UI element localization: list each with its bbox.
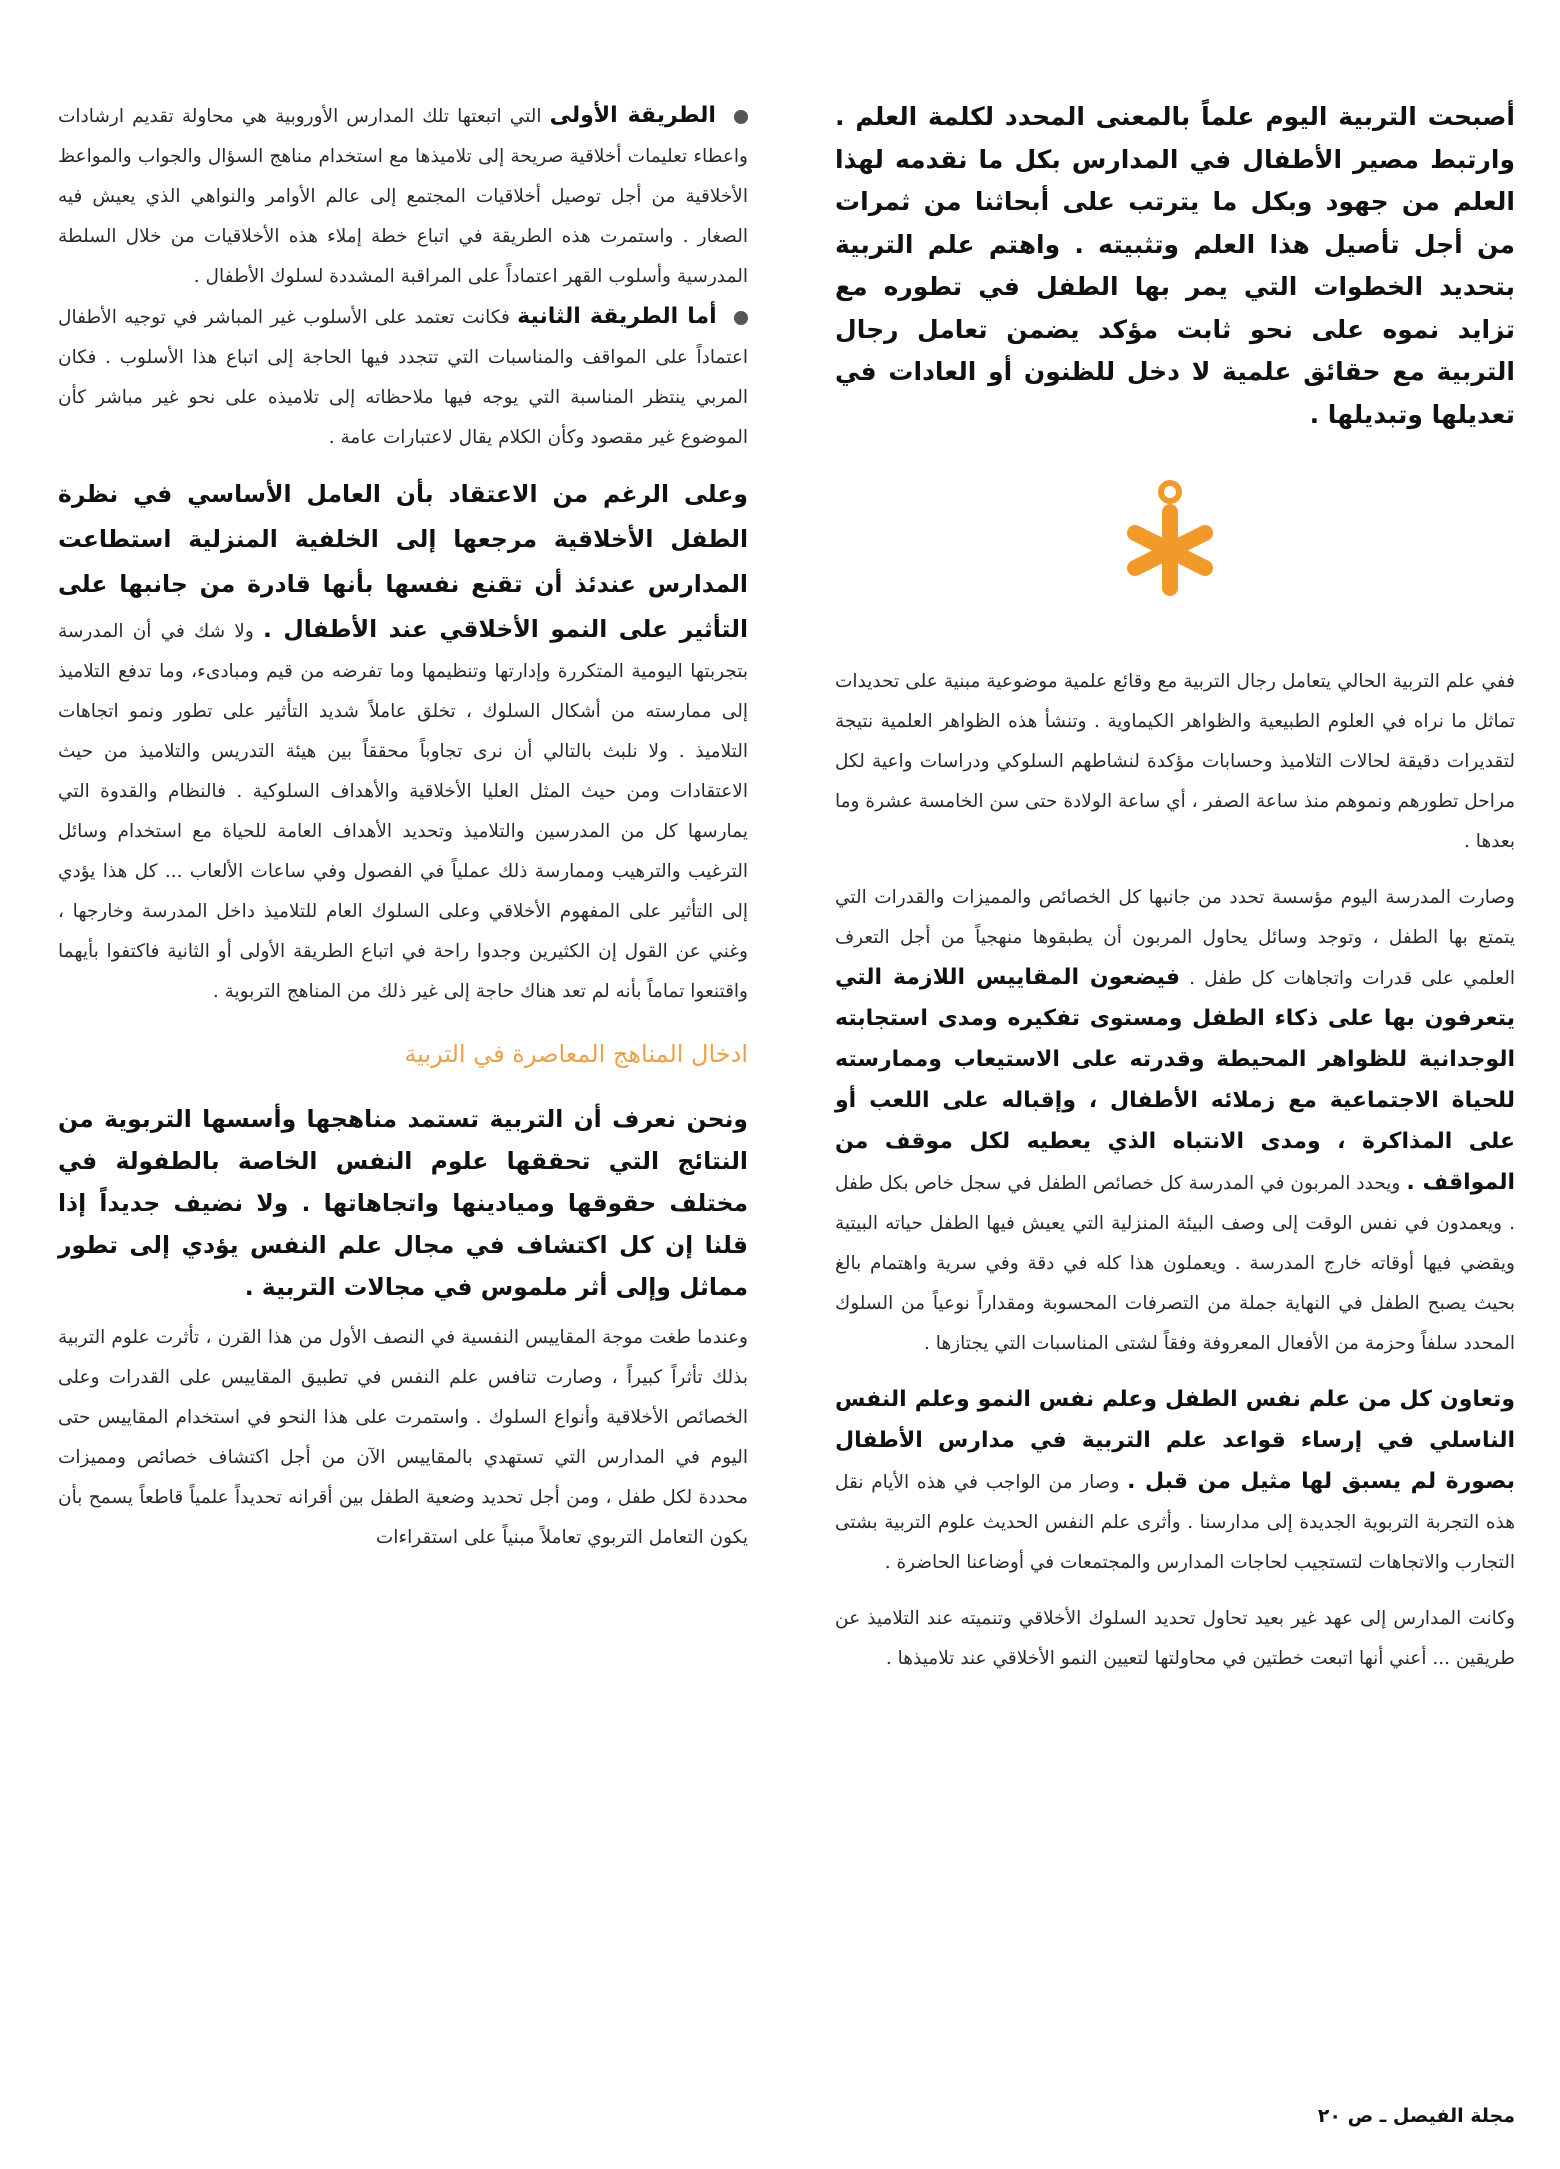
intro-paragraph: أصبحت التربية اليوم علماً بالمعنى المحدد لكلمة العلم . وارتبط مصير الأطفال في المدارس بكل ما نقدمه لهذا العلم من جهود وبكل ما يترتب على أبحاثنا من ثمرات من أجل تأصيل هذا العلم وتثبيته . واهتم علم التربية بتحديد الخطوات التي يمر بها الطفل في تطوره مع تزايد نموه على نحو ثابت مؤكد يضمن تعامل رجال التربية مع حقائق علمية لا دخل للظنون أو العادات في تعديلها وتبديلها . [835, 102, 1515, 429]
section-lead-paragraph: ونحن نعرف أن التربية تستمد مناهجها وأسسها التربوية من النتائج التي تحققها علوم النفس الخاصة بالطفولة في مختلف حقوقها وميادينها واتجاهاتها . ولا نضيف جديداً إذا قلنا إن كل اكتشاف في مجال علم النفس يؤدي إلى تطور مماثل وإلى أثر ملموس في مجالات التربية . [58, 1105, 748, 1301]
paragraph-two-methods: وكانت المدارس إلى عهد غير بعيد تحاول تحديد السلوك الأخلاقي وتنميته عند التلاميذ عن طريقين ... أعني أنها اتبعت خطتين في محاولتها لتعيين النمو الأخلاقي عند تلاميذها . [835, 1608, 1515, 1669]
bullet-dot-icon [734, 311, 748, 325]
right-column [835, 96, 1515, 436]
bullet-second-text: فكانت تعتمد على الأسلوب غير المباشر في توجيه الأطفال اعتماداً على المواقف والمناسبات التي تتجدد فيها الحاجة إلى اتباع هذا الأسلوب . فكان المربي ينتظر المناسبة التي يوجه فيها ملاحظاته إلى تلاميذه على نحو غير مباشر كأن الموضوع غير مقصود وكأن الكلام يقال لاعتبارات عامة . [58, 307, 748, 448]
bullet-second-method [58, 297, 748, 458]
paragraph-home-background [58, 472, 748, 1012]
paragraph-school [835, 878, 1515, 1364]
bullet-first-text: التي اتبعتها تلك المدارس الأوروبية هي محاولة تقديم ارشادات واعطاء تعليمات أخلاقية صريحة إلى تلاميذها مع استخدام مناهج السؤال والجواب والمواعظ الأخلاقية من أجل توصيل أخلاقيات المجتمع إلى عالم الأوامر والنواهي الذي يعيش فيه الصغار . واستمرت هذه الطريقة في اتباع خطة إملاء هذه الأخلاقيات من خلال السلطة المدرسية وأسلوب القهر اعتماداً على المراقبة المشددة لسلوك الأطفال . [58, 106, 748, 287]
section-heading: ادخال المناهج المعاصرة في التربية [404, 1040, 748, 1068]
paragraph-measures: وعندما طغت موجة المقاييس النفسية في النصف الأول من هذا القرن ، تأثرت علوم التربية بذلك تأثراً كبيراً ، وصارت تنافس علم النفس في تطبيق المقاييس على القدرات وعلى الخصائص الأخلاقية وأنواع السلوك . واستمرت على هذا النحو في استخدام المقاييس حتى اليوم في المدارس التي تستهدي بالمقاييس الآن من أجل اكتشاف خصائص ومميزات محددة لكل طفل ، ومن أجل تحديد وضعية الطفل بين أقرانه تحديداً علمياً قاطعاً يسمح بأن يكون التعامل التربوي تعاملاً مبنياً على استقراءات [58, 1327, 748, 1548]
bullet-dot-icon [734, 110, 748, 124]
paragraph-psychology [835, 1380, 1515, 1583]
bullet-first-method [58, 96, 748, 297]
paragraph-psychology-end: وصار من الواجب في هذه الأيام نقل هذه التجربة التربوية الجديدة إلى مدارسنا . وأثرى علم النفس الحديث علوم التربية بشتى التجارب والاتجاهات لتستجيب لحاجات المدارس والمجتمعات في أوضاعنا الحاضرة . [835, 1472, 1515, 1573]
paragraph-science: ففي علم التربية الحالي يتعامل رجال التربية مع وقائع علمية موضوعية مبنية على تحديدات تماثل ما نراه في العلوم الطبيعية والظواهر الكيماوية . وتنشأ هذه الظواهر العلمية نتيجة لتقديرات دقيقة لحالات التلاميذ وحسابات مؤكدة لنشاطهم السلوكي ودراسات واعية لكل مراحل تطورهم ونموهم منذ ساعة الصفر ، أي ساعة الولادة حتى سن الخامسة عشرة وما بعدها . [835, 671, 1515, 852]
page-footer: مجلة الفيصل ـ ص ٢٠ [1317, 2105, 1515, 2127]
paragraph-home-end: ولا شك في أن المدرسة بتجربتها اليومية المتكررة وإدارتها وتنظيمها وما تفرضه من قيم ومبادىء، وما تدفع التلاميذ إلى ممارسته من أشكال السلوك ، تخلق عاملاً شديد التأثير على تطور ونمو اتجاهات التلاميذ . ولا نلبث بالتالي أن نرى تجاوباً محققاً بين هيئة التدريس والتلاميذ من حيث الاعتقادات ومن حيث المثل العليا الأخلاقية والأهداف السلوكية . فالنظام والقدوة التي يمارسها كل من المدرسين والتلاميذ وتحديد الأهداف العامة للحياة مع استخدام وسائل الترغيب والترهيب وممارسة ذلك عملياً في الفصول وفي ساعات الألعاب ... كل هذا يؤدي إلى التأثير على المفهوم الأخلاقي وعلى السلوك العام للتلاميذ داخل المدرسة وخارجها ، وغني عن القول إن الكثيرين وجدوا راحة في اتباع الطريقة الأولى أو الثانية فاكتفوا بأيهما واقتنعوا تماماً بأنه لم تعد هناك حاجة إلى غير ذلك من المناهج التربوية . [58, 621, 748, 1002]
asterisk-ornament-icon [1115, 478, 1225, 598]
bullet-first-head: الطريقة الأولى [549, 103, 716, 128]
paragraph-school-start: وصارت المدرسة اليوم مؤسسة تحدد من جانبها كل الخصائص والمميزات والقدرات التي يتمتع بها الطفل ، وتوجد وسائل يحاول المربون أن يطبقوها منهجياً من أجل التعرف العلمي على قدرات واتجاهات كل طفل . [835, 887, 1515, 989]
left-column [58, 96, 748, 1558]
paragraph-school-end: ويحدد المربون في المدرسة كل خصائص الطفل في سجل خاص بكل طفل . ويعمدون في نفس الوقت إلى وصف البيئة المنزلية التي يعيش فيها الطفل حياته البيتية ويقضي فيها أوقاته خارج المدرسة . ويعملون هذا كله في دقة وفي سرية واهتمام بالغ بحيث يصبح الطفل في النهاية جملة من التصرفات المحسوبة ومقداراً نوعياً من السلوك المحدد سلفاً وحزمة من الأفعال المعروفة وفقاً لشتى المناسبات التي يجتازها . [835, 1173, 1515, 1354]
paragraph-home-bold: وعلى الرغم من الاعتقاد بأن العامل الأساسي في نظرة الطفل الأخلاقية مرجعها إلى الخلفية المنزلية استطاعت المدارس عندئذ أن تقنع نفسها بأنها قادرة من جانبها على التأثير على النمو الأخلاقي عند الأطفال . [58, 480, 749, 643]
right-column-body [835, 662, 1515, 1679]
paragraph-school-bold: فيضعون المقاييس اللازمة التي يتعرفون بها على ذكاء الطفل ومستوى تفكيره ومدى استجابته الوجدانية للظواهر المحيطة وقدرته على الاستيعاب وممارسته للحياة الاجتماعية مع زملائه الأطفال ، وإقباله على اللعب أو على المذاكرة ، ومدى الانتباه الذي يعطيه لكل موقف من المواقف . [835, 965, 1515, 1195]
bullet-second-head: أما الطريقة الثانية [517, 304, 717, 329]
paragraph-psychology-bold: وتعاون كل من علم نفس الطفل وعلم نفس النمو وعلم النفس الناسلي في إرساء قواعد علم التربية في مدارس الأطفال بصورة لم يسبق لها مثيل من قبل . [835, 1387, 1516, 1494]
